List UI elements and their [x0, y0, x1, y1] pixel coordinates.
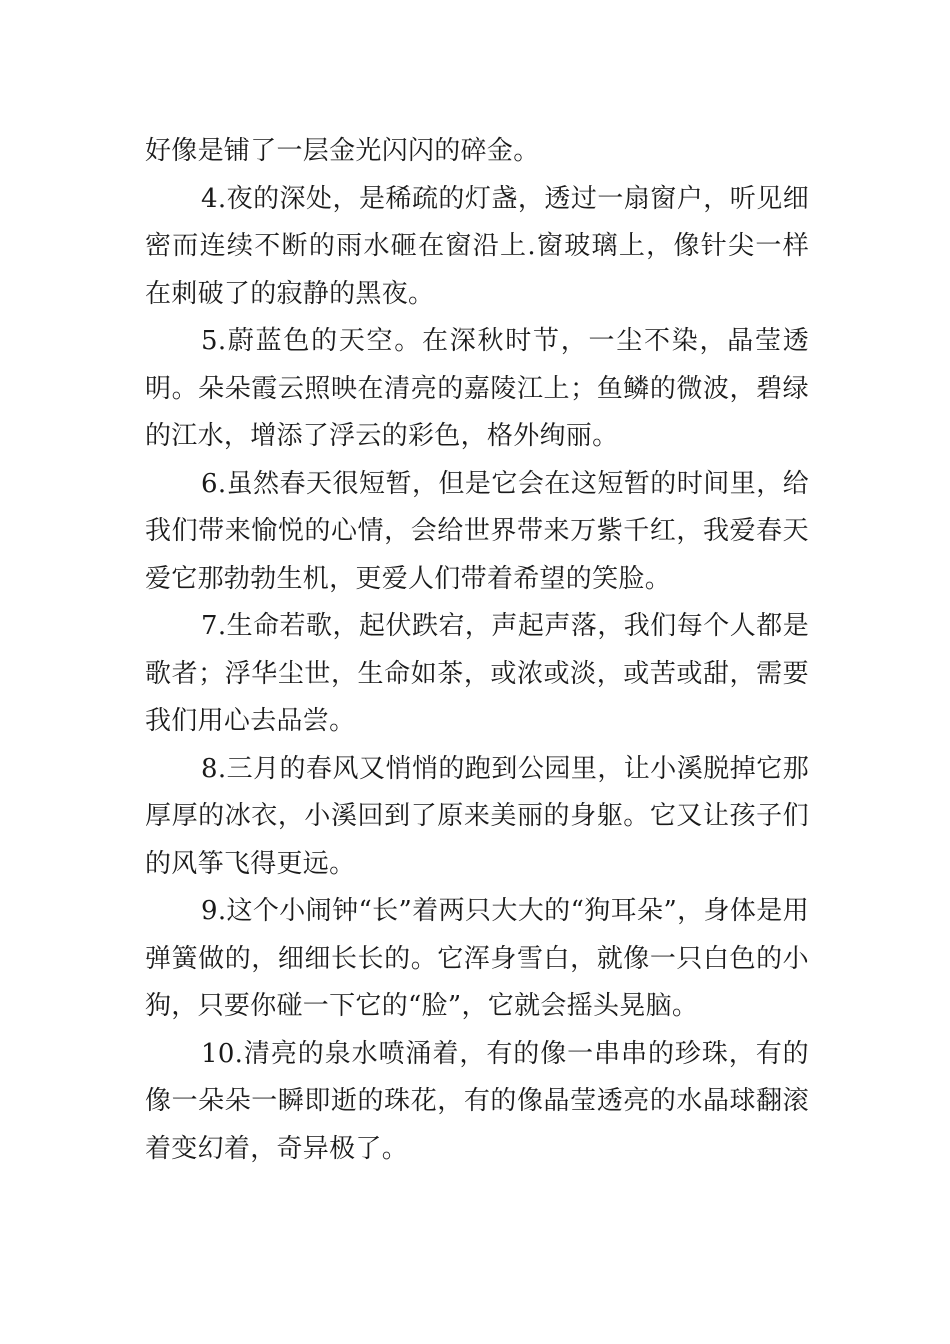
document-body	[145, 128, 809, 1173]
paragraph-item-7: 7.生命若歌，起伏跌宕，声起声落，我们每个人都是歌者；浮华尘世，生命如茶，或浓或淡，或苦或甜，需要我们用心去品尝。	[145, 611, 809, 736]
paragraph-item-9: 9.这个小闹钟“长”着两只大大的“狗耳朵”，身体是用弹簧做的，细细长长的。它浑身雪白，就像一只白色的小狗，只要你碰一下它的“脸”，它就会摇头晃脑。	[145, 896, 809, 1021]
paragraph-continuation: 好像是铺了一层金光闪闪的碎金。	[145, 136, 540, 166]
paragraph-item-5: 5.蔚蓝色的天空。在深秋时节，一尘不染，晶莹透明。朵朵霞云照映在清亮的嘉陵江上；鱼鳞的微波，碧绿的江水，增添了浮云的彩色，格外绚丽。	[145, 326, 809, 451]
paragraph-item-6: 6.虽然春天很短暂，但是它会在这短暂的时间里，给我们带来愉悦的心情，会给世界带来万紫千红，我爱春天爱它那勃勃生机，更爱人们带着希望的笑脸。	[145, 468, 809, 594]
paragraph-item-8: 8.三月的春风又悄悄的跑到公园里，让小溪脱掉它那厚厚的冰衣，小溪回到了原来美丽的身躯。它又让孩子们的风筝飞得更远。	[145, 753, 809, 879]
paragraph-item-10: 10.清亮的泉水喷涌着，有的像一串串的珍珠，有的像一朵朵一瞬即逝的珠花，有的像晶莹透亮的水晶球翻滚着变幻着，奇异极了。	[145, 1038, 809, 1164]
paragraph-item-4: 4.夜的深处，是稀疏的灯盏，透过一扇窗户，听见细密而连续不断的雨水砸在窗沿上.窗玻璃上，像针尖一样在刺破了的寂静的黑夜。	[145, 183, 809, 309]
